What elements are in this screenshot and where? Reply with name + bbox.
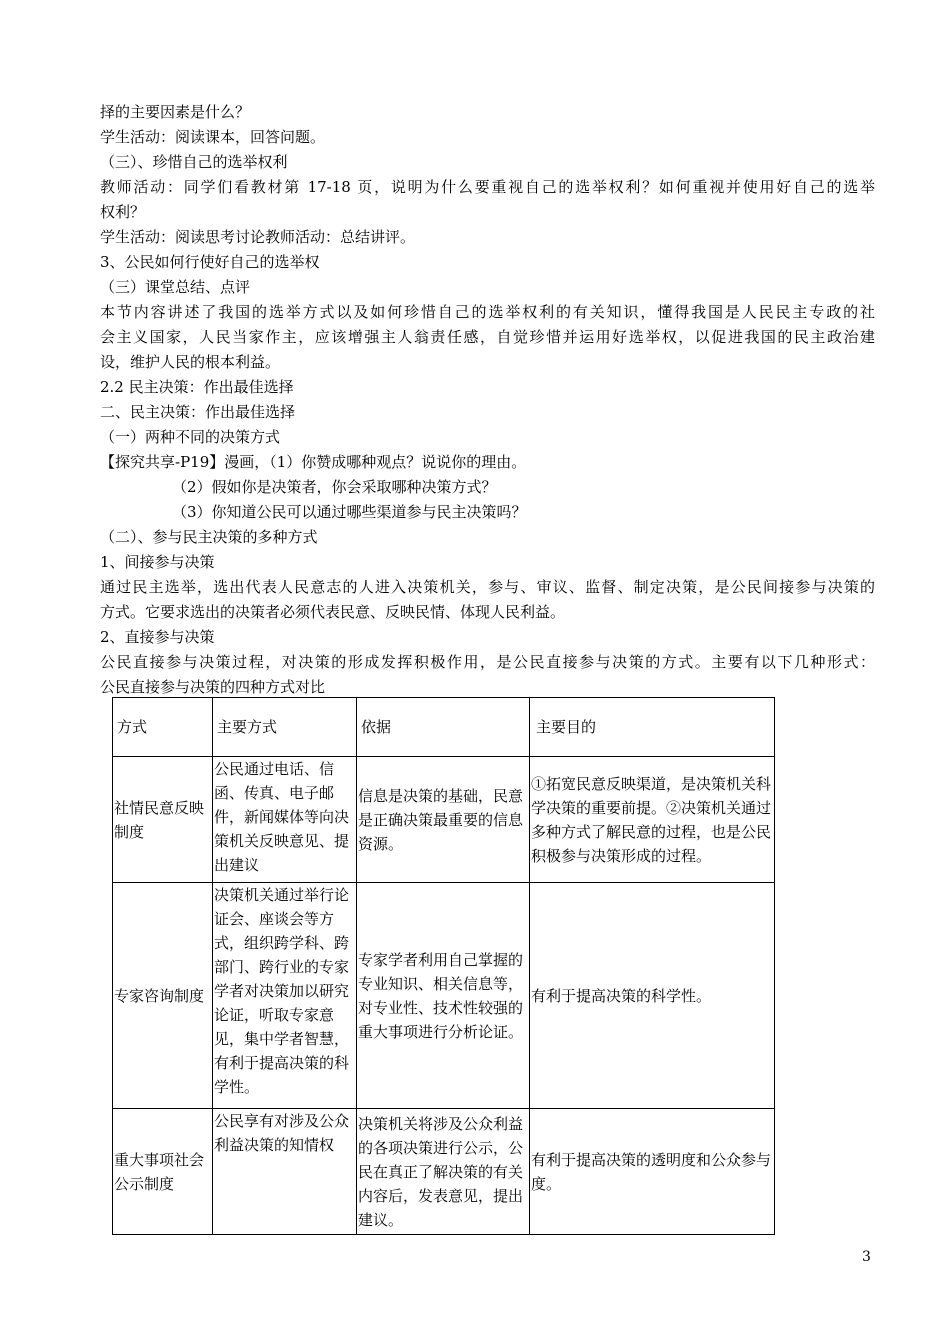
comparison-table <box>112 697 775 1235</box>
section-heading: 2、直接参与决策 <box>100 628 215 646</box>
table-header-cell: 主要目的 <box>530 698 775 757</box>
table-cell: 有利于提高决策的科学性。 <box>530 883 775 1109</box>
table-cell: 专家咨询制度 <box>113 883 213 1109</box>
text-line: 权利？ <box>100 203 146 221</box>
table-row <box>113 1109 775 1235</box>
text-line: 学生活动：阅读思考讨论教师活动：总结讲评。 <box>100 228 416 246</box>
section-heading: （三）、珍惜自己的选举权利 <box>100 153 288 171</box>
table-cell: 公民享有对涉及公众利益决策的知情权 <box>213 1109 357 1235</box>
table-cell: 决策机关通过举行论证会、座谈会等方式，组织跨学科、跨部门、跨行业的专家学者对决策加以研究论证，听取专家意见，集中学者智慧，有利于提高决策的科学性。 <box>213 883 357 1109</box>
text-line: 学生活动：阅读课本，回答问题。 <box>100 128 326 146</box>
text-line: 会主义国家，人民当家作主，应该增强主人翁责任感，自觉珍惜并运用好选举权，以促进我国的民主政治建 <box>100 328 875 346</box>
table-cell: ①拓宽民意反映渠道，是决策机关科学决策的重要前提。②决策机关通过多种方式了解民意的过程，也是公民积极参与决策形成的过程。 <box>530 757 775 883</box>
section-heading: （三）课堂总结、点评 <box>100 278 251 296</box>
table-cell: 决策机关将涉及公众利益的各项决策进行公示，公民在真正了解决策的有关内容后，发表意见，提出建议。 <box>357 1109 530 1235</box>
text-line: 【探究共享-P19】漫画，（1）你赞成哪种观点？说说你的理由。 <box>100 453 527 471</box>
table-cell: 重大事项社会公示制度 <box>113 1109 213 1235</box>
text-line: 公民直接参与决策过程，对决策的形成发挥积极作用，是公民直接参与决策的方式。主要有以下几种形式： <box>100 653 875 671</box>
text-line: （3）你知道公民可以通过哪些渠道参与民主决策吗？ <box>172 503 527 521</box>
text-line: （2）假如你是决策者，你会采取哪种决策方式？ <box>172 478 497 496</box>
text-line: 择的主要因素是什么？ <box>100 103 251 121</box>
text-line: 设，维护人民的根本利益。 <box>100 353 281 371</box>
table-header-cell: 方式 <box>113 698 213 757</box>
table-header-row <box>113 698 775 757</box>
table-cell: 有利于提高决策的透明度和公众参与度。 <box>530 1109 775 1235</box>
section-heading: 2.2 民主决策：作出最佳选择 <box>100 378 294 396</box>
table-caption: 公民直接参与决策的四种方式对比 <box>100 678 326 696</box>
page-number: 3 <box>862 1249 871 1265</box>
section-heading: 3、公民如何行使好自己的选举权 <box>100 253 320 271</box>
table-header-cell: 主要方式 <box>213 698 357 757</box>
table-row <box>113 757 775 883</box>
table-header-cell: 依据 <box>357 698 530 757</box>
text-line: 本节内容讲述了我国的选举方式以及如何珍惜自己的选举权利的有关知识，懂得我国是人民民主专政的社 <box>100 303 875 321</box>
section-heading: 二、民主决策：作出最佳选择 <box>100 403 296 421</box>
text-line: 通过民主选举，选出代表人民意志的人进入决策机关，参与、审议、监督、制定决策，是公民间接参与决策的 <box>100 578 875 596</box>
table-cell: 专家学者利用自己掌握的专业知识、相关信息等，对专业性、技术性较强的重大事项进行分析论证。 <box>357 883 530 1109</box>
section-heading: 1、间接参与决策 <box>100 553 215 571</box>
text-line: 方式。它要求选出的决策者必须代表民意、反映民情、体现人民利益。 <box>100 603 566 621</box>
section-heading: （二）、参与民主决策的多种方式 <box>100 528 318 546</box>
table-cell: 公民通过电话、信函、传真、电子邮件，新闻媒体等向决策机关反映意见、提出建议 <box>213 757 357 883</box>
table-row <box>113 883 775 1109</box>
section-heading: （一）两种不同的决策方式 <box>100 428 281 446</box>
table-cell: 信息是决策的基础，民意是正确决策最重要的信息资源。 <box>357 757 530 883</box>
text-line: 教师活动：同学们看教材第 17-18 页，说明为什么要重视自己的选举权利？如何重视并使用好自己的选举 <box>100 178 875 196</box>
table-cell: 社情民意反映制度 <box>113 757 213 883</box>
